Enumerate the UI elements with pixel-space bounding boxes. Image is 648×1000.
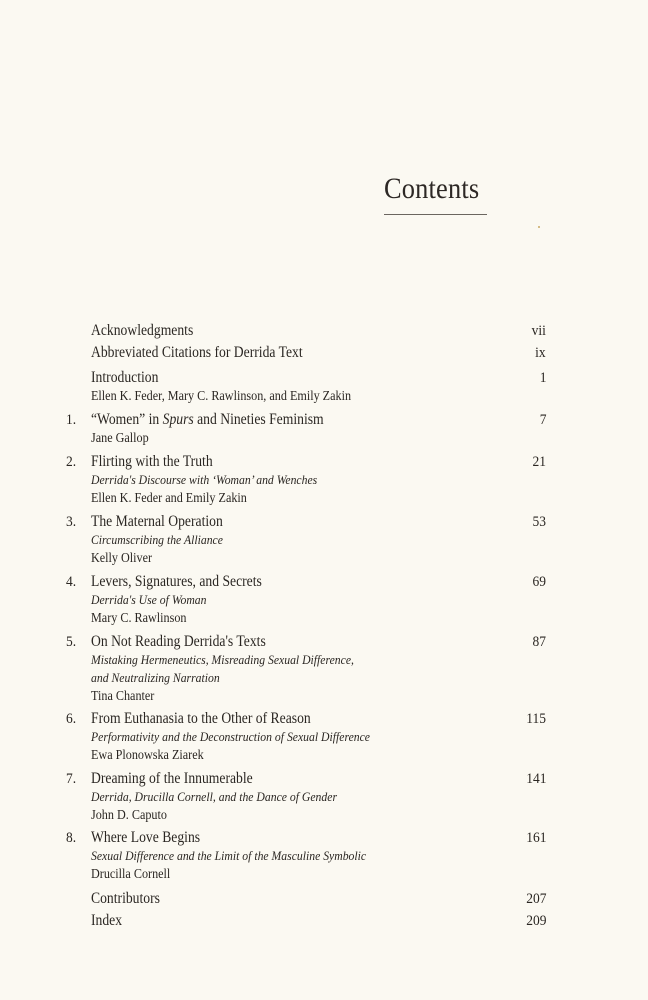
- toc-entry-subtitle: Sexual Difference and the Limit of the Masculine Symbolic: [91, 848, 367, 863]
- toc-entry-title: “Women” in Spurs and Nineties Feminism: [91, 411, 324, 428]
- toc-entry-number: 6.: [66, 711, 77, 727]
- toc-entry-chapter-8[interactable]: [56, 829, 550, 883]
- toc-entry-page: 7: [539, 412, 546, 428]
- toc-entry-page: 87: [532, 634, 546, 650]
- toc-entry-acknowledgments[interactable]: [56, 322, 550, 340]
- toc-entry-number: 8.: [66, 830, 77, 846]
- toc-entry-author: Ellen K. Feder and Emily Zakin: [91, 490, 247, 505]
- toc-entry-chapter-7[interactable]: [56, 770, 550, 824]
- toc-entry-abbreviated-citations[interactable]: [56, 344, 550, 362]
- toc-entry-subtitle: Derrida, Drucilla Cornell, and the Dance of Gender: [91, 789, 337, 804]
- toc-entry-title: Index: [91, 912, 123, 929]
- paper-speck: [538, 226, 540, 228]
- toc-entry-title: Dreaming of the Innumerable: [91, 770, 253, 787]
- toc-entry-number: 3.: [66, 514, 77, 530]
- toc-entry-introduction[interactable]: [56, 369, 550, 405]
- toc-entry-title: Levers, Signatures, and Secrets: [91, 573, 262, 590]
- toc-entry-title: Contributors: [91, 890, 160, 907]
- toc-entry-page: 209: [525, 913, 546, 929]
- toc-entry-author: Tina Chanter: [91, 688, 155, 703]
- toc-entry-page: 115: [526, 711, 546, 727]
- toc-entry-subtitle: Circumscribing the Alliance: [91, 532, 223, 547]
- toc-entry-title: The Maternal Operation: [91, 513, 223, 530]
- toc-entry-title: Flirting with the Truth: [91, 453, 213, 470]
- toc-entry-subtitle: Performativity and the Deconstruction of Sexual Difference: [91, 729, 370, 744]
- toc-entry-author: Ellen K. Feder, Mary C. Rawlinson, and Emily Zakin: [91, 388, 352, 403]
- toc-entry-number: 7.: [66, 771, 77, 787]
- toc-entry-chapter-1[interactable]: [56, 411, 550, 447]
- toc-entry-page: vii: [531, 323, 546, 339]
- toc-entry-page: ix: [535, 345, 546, 361]
- toc-entry-subtitle: Derrida's Discourse with ‘Woman’ and Wenches: [91, 472, 318, 487]
- toc-entry-page: 207: [525, 891, 546, 907]
- toc-entry-title: Abbreviated Citations for Derrida Text: [91, 344, 303, 361]
- toc-entry-author: Kelly Oliver: [91, 550, 153, 565]
- toc-entry-page: 161: [525, 830, 546, 846]
- toc-entry-title: From Euthanasia to the Other of Reason: [91, 710, 311, 727]
- toc-entry-author: John D. Caputo: [91, 807, 167, 822]
- toc-entry-page: 21: [532, 454, 546, 470]
- toc-entry-page: 53: [532, 514, 546, 530]
- toc-entry-number: 2.: [66, 454, 77, 470]
- toc-entry-title: On Not Reading Derrida's Texts: [91, 633, 266, 650]
- toc-entry-page: 69: [532, 574, 546, 590]
- title-underline: [384, 214, 487, 215]
- toc-entry-author: Jane Gallop: [91, 430, 149, 445]
- toc-entry-number: 5.: [66, 634, 77, 650]
- page-title: Contents: [384, 172, 480, 205]
- toc-entry-subtitle: Derrida's Use of Woman: [91, 592, 207, 607]
- toc-entry-contributors[interactable]: [56, 890, 550, 908]
- toc-entry-author: Mary C. Rawlinson: [91, 610, 187, 625]
- toc-entry-author: Ewa Plonowska Ziarek: [91, 747, 204, 762]
- toc-entry-title: Acknowledgments: [91, 322, 194, 339]
- toc-entry-chapter-6[interactable]: [56, 710, 550, 764]
- toc-entry-title: Where Love Begins: [91, 829, 201, 846]
- toc-entry-number: 4.: [66, 574, 77, 590]
- toc-entry-subtitle-continued: and Neutralizing Narration: [91, 670, 220, 685]
- toc-entry-subtitle: Mistaking Hermeneutics, Misreading Sexual Difference,: [91, 652, 354, 667]
- toc-entry-author: Drucilla Cornell: [91, 866, 171, 881]
- toc-entry-page: 141: [525, 771, 546, 787]
- toc-entry-chapter-4[interactable]: [56, 573, 550, 627]
- toc-entry-title: Introduction: [91, 369, 159, 386]
- toc-entry-chapter-3[interactable]: [56, 513, 550, 567]
- toc-entry-chapter-5[interactable]: [56, 633, 550, 705]
- toc-entry-index[interactable]: [56, 912, 550, 930]
- toc-entry-number: 1.: [66, 412, 77, 428]
- toc-entry-chapter-2[interactable]: [56, 453, 550, 507]
- toc-entry-page: 1: [539, 370, 546, 386]
